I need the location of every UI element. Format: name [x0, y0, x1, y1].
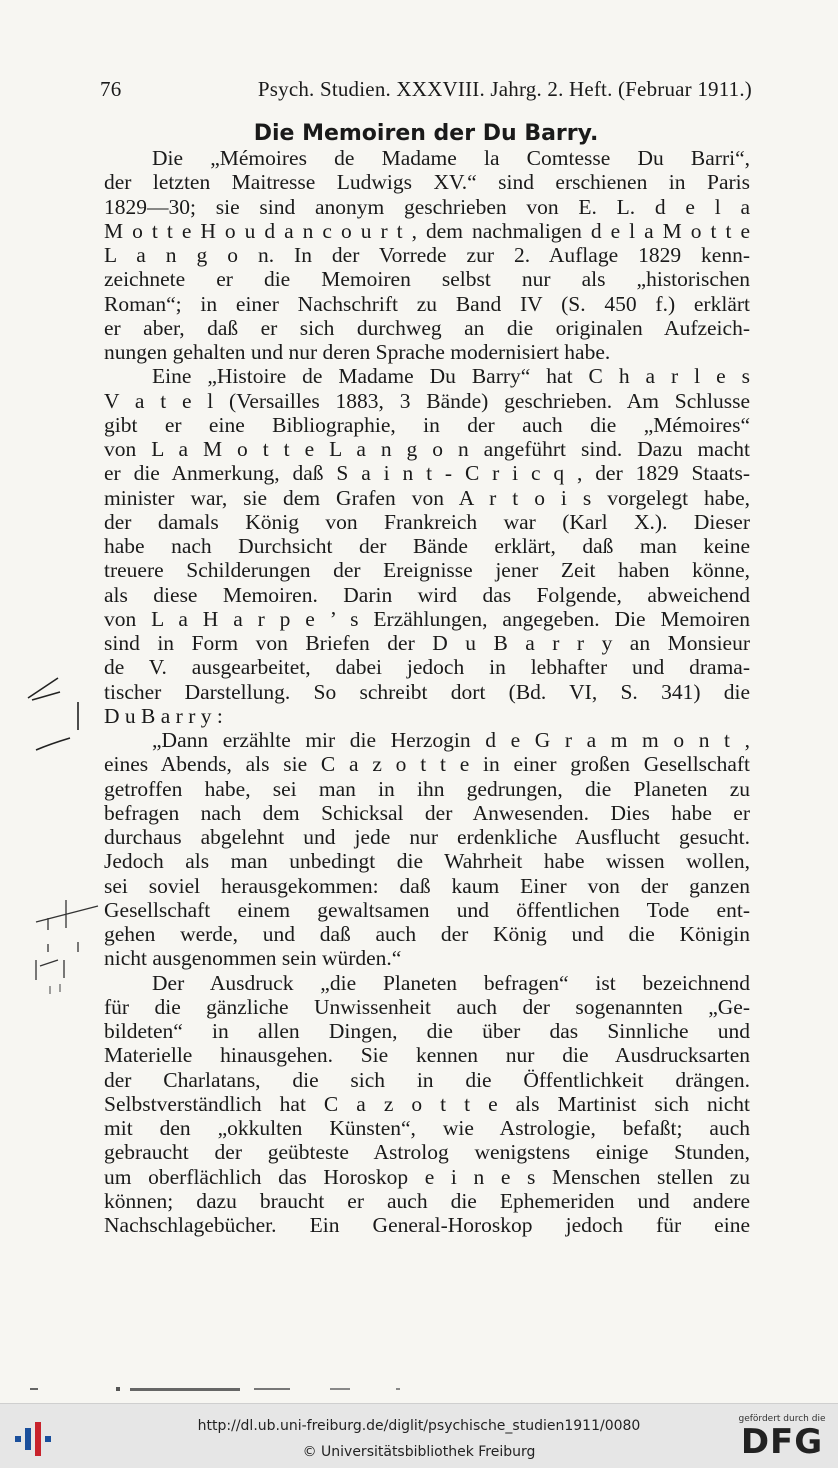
dfg-caption: gefördert durch die	[738, 1414, 826, 1424]
page-number: 76	[100, 77, 122, 101]
text-line: minister war, sie dem Grafen von A r t o i s vorgelegt habe,	[104, 485, 750, 510]
text-line: 1829—30; sie sind anonym geschrieben von E. L. d e l a	[104, 194, 750, 219]
copyright-notice: © Universitätsbibliothek Freiburg	[302, 1444, 536, 1460]
text-line: eines Abends, als sie C a z o t t e in einer großen Gesellschaft	[104, 752, 750, 777]
text-line: sind in Form von Briefen der D u B a r r y an Monsieur	[104, 631, 750, 655]
text-line: Selbstverständlich hat C a z o t t e als Martinist sich nicht	[104, 1091, 750, 1116]
text-line: der damals König von Frankreich war (Karl X.). Dieser	[104, 509, 750, 534]
running-title: Psych. Studien. XXXVIII. Jahrg. 2. Heft. (Februar 1911.)	[257, 77, 752, 101]
text-line: nungen gehalten und nur deren Sprache modernisiert habe.	[104, 340, 611, 364]
text-line: D u B a r r y :	[104, 703, 223, 728]
text-line: können; dazu braucht er auch die Ephemeriden und andere	[104, 1188, 750, 1213]
running-header	[100, 77, 752, 102]
text-line: de V. ausgearbeitet, dabei jedoch in lebhafter und drama-	[104, 655, 750, 680]
text-line: Nachschlagebücher. Ein General-Horoskop jedoch für eine	[104, 1213, 750, 1237]
text-line: gehen werde, und daß auch der König und die Königin	[104, 922, 750, 946]
text-line: „Dann erzählte mir die Herzogin d e G r a m m o n t ,	[152, 728, 750, 752]
text-line: durchaus abgelehnt und jede nur erdenkliche Ausflucht gesucht.	[104, 825, 750, 849]
text-line: von L a H a r p e ’ s Erzählungen, angegeben. Die Memoiren	[104, 606, 750, 631]
dfg-logo	[736, 1414, 828, 1462]
text-line: für die gänzliche Unwissenheit auch der sogenannten „Ge-	[104, 994, 750, 1019]
text-line: nicht ausgenommen sein würden.“	[104, 946, 402, 971]
text-line: M o t t e H o u d a n c o u r t , dem nachmaligen d e l a M o t t e	[104, 218, 750, 243]
text-line: gibt er eine Bibliographie, in der auch die „Mémoires“	[104, 412, 750, 437]
article-body	[104, 146, 750, 1237]
text-line: sei soviel herausgekommen: daß kaum Einer von der ganzen	[104, 873, 750, 898]
text-line: gebraucht der geübteste Astrolog wenigstens einige Stunden,	[104, 1140, 750, 1165]
text-line: V a t e l (Versailles 1883, 3 Bände) geschrieben. Am Schlusse	[104, 388, 750, 413]
text-line: habe nach Durchsicht der Bände erklärt, daß man keine	[104, 534, 750, 558]
text-line: Materielle hinausgehen. Sie kennen nur die Ausdrucksarten	[104, 1043, 750, 1068]
bottom-rule	[30, 1386, 410, 1392]
text-line: bildeten“ in allen Dingen, die über das Sinnliche und	[104, 1019, 750, 1043]
text-line: Jedoch als man unbedingt die Wahrheit habe wissen wollen,	[104, 849, 750, 874]
margin-annotations-icon	[0, 660, 100, 1000]
library-footer	[0, 1403, 838, 1468]
text-line: als diese Memoiren. Darin wird das Folgende, abweichend	[104, 582, 750, 607]
text-line: er die Anmerkung, daß S a i n t - C r i c q , der 1829 Staats-	[104, 461, 750, 486]
permalink-url[interactable]: http://dl.ub.uni-freiburg.de/diglit/psychische_studien1911/0080	[197, 1418, 641, 1434]
dfg-logo-text: DFG	[740, 1422, 824, 1462]
text-line: getroffen habe, sei man in ihn gedrungen, die Planeten zu	[104, 776, 750, 801]
text-line: um oberflächlich das Horoskop e i n e s Menschen stellen zu	[104, 1164, 750, 1189]
text-line: Roman“; in einer Nachschrift zu Band IV (S. 450 f.) erklärt	[104, 291, 750, 316]
article-title: Die Memoiren der Du Barry.	[253, 121, 599, 146]
text-line: treuere Schilderungen der Ereignisse jener Zeit haben könne,	[104, 558, 750, 583]
text-line: befragen nach dem Schicksal der Anwesenden. Dies habe er	[104, 800, 750, 825]
text-line: tischer Darstellung. So schreibt dort (Bd. VI, S. 341) die	[104, 679, 750, 704]
text-line: zeichnete er die Memoiren selbst nur als „historischen	[104, 267, 750, 292]
text-line: der Charlatans, die sich in die Öffentlichkeit drängen.	[104, 1067, 750, 1092]
text-line: von L a M o t t e L a n g o n angeführt sind. Dazu macht	[104, 437, 750, 461]
text-line: mit den „okkulten Künsten“, wie Astrologie, befaßt; auch	[104, 1116, 750, 1140]
text-line: der letzten Maitresse Ludwigs XV.“ sind erschienen in Paris	[104, 170, 750, 195]
text-line: Die „Mémoires de Madame la Comtesse Du Barri“,	[152, 146, 750, 170]
text-line: L a n g o n. In der Vorrede zur 2. Auflage 1829 kenn-	[104, 243, 750, 267]
text-line: er aber, daß er sich durchweg an die originalen Aufzeich-	[104, 315, 750, 340]
text-line: Gesellschaft einem gewaltsamen und öffentlichen Tode ent-	[104, 897, 750, 922]
text-line: Eine „Histoire de Madame Du Barry“ hat C h a r l e s	[152, 364, 750, 389]
text-line: Der Ausdruck „die Planeten befragen“ ist bezeichnend	[152, 970, 750, 995]
